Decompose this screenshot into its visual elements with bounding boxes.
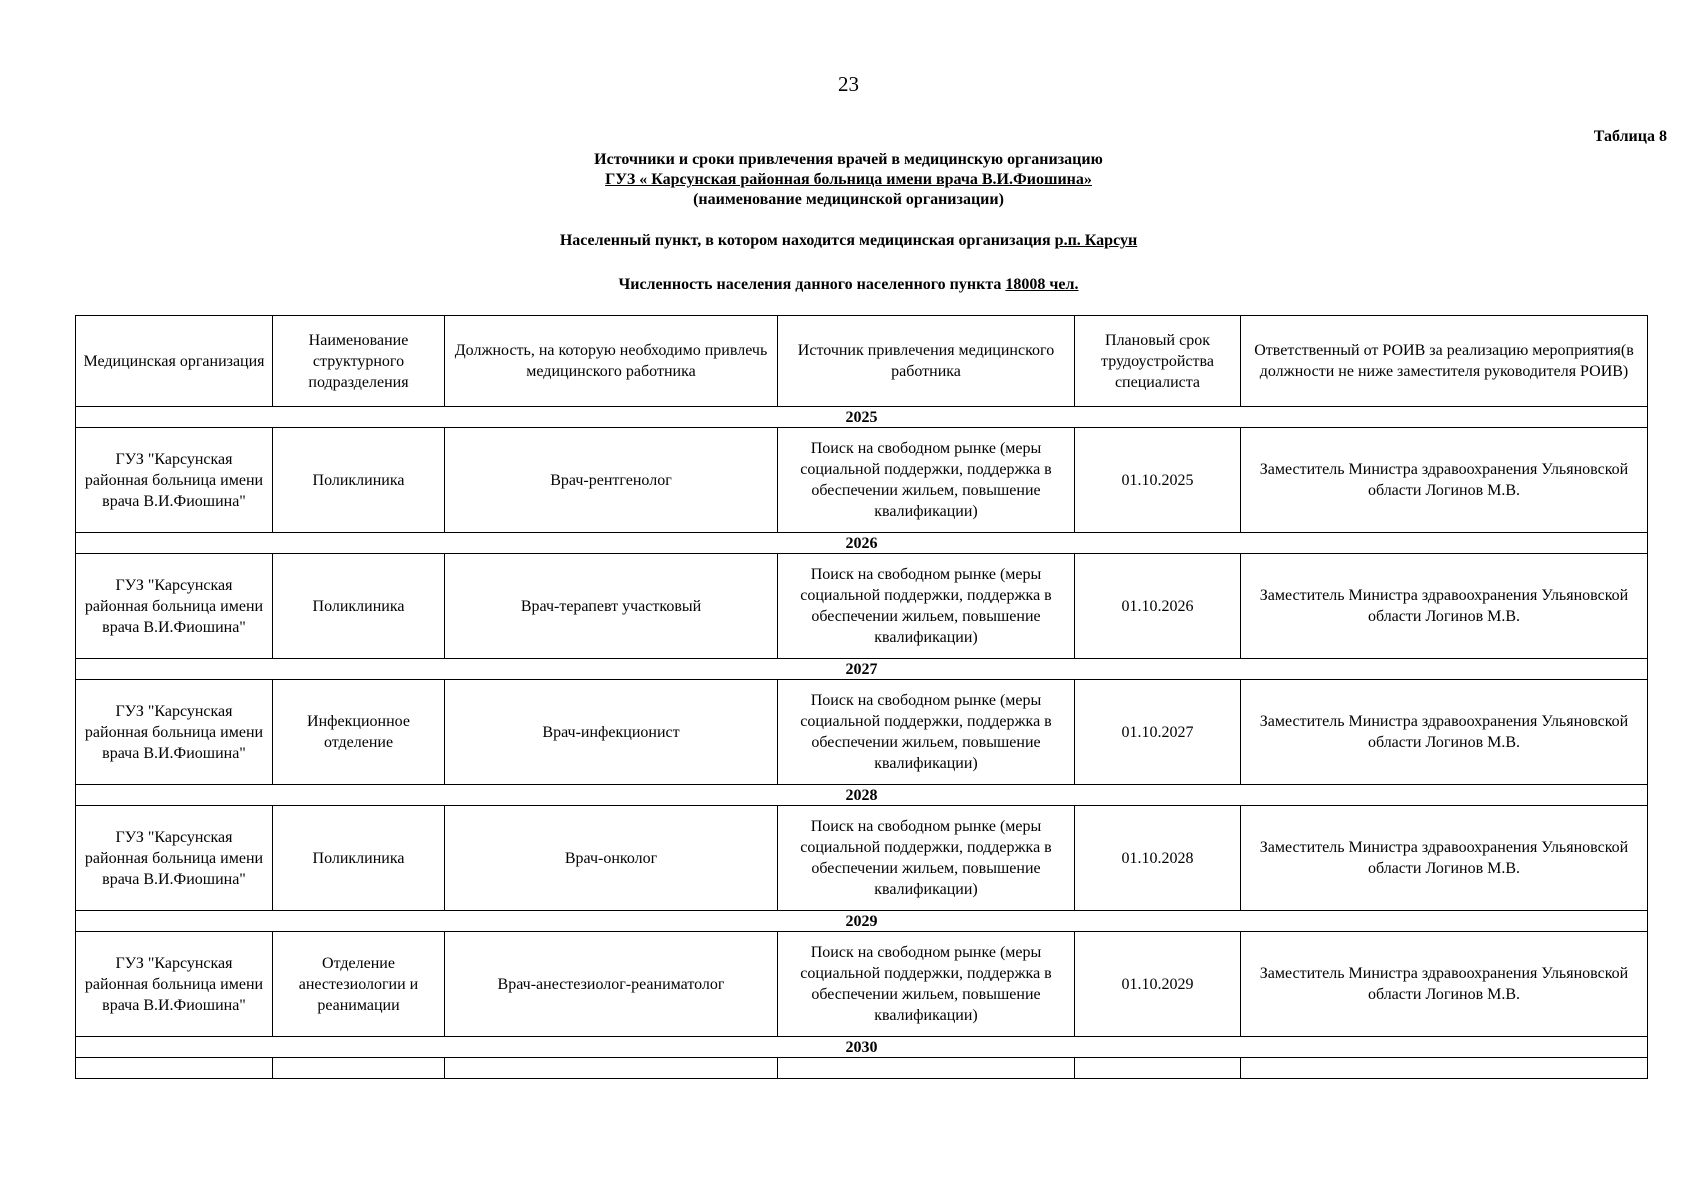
cell-responsible: Заместитель Министра здравоохранения Ульяновской области Логинов М.В. xyxy=(1241,554,1648,659)
table-header-row xyxy=(76,316,1648,407)
column-header: Медицинская организация xyxy=(76,316,273,407)
empty-cell xyxy=(273,1058,445,1079)
cell-source: Поиск на свободном рынке (меры социальной поддержки, поддержка в обеспечении жильем, повышение квалификации) xyxy=(778,428,1075,533)
recruitment-table xyxy=(75,315,1648,1079)
cell-source: Поиск на свободном рынке (меры социальной поддержки, поддержка в обеспечении жильем, повышение квалификации) xyxy=(778,806,1075,911)
cell-org: ГУЗ "Карсунская районная больница имени врача В.И.Фиошина" xyxy=(76,680,273,785)
year-label: 2028 xyxy=(76,785,1648,806)
cell-responsible: Заместитель Министра здравоохранения Ульяновской области Логинов М.В. xyxy=(1241,680,1648,785)
cell-position: Врач-инфекционист xyxy=(445,680,778,785)
header-title: Источники и сроки привлечения врачей в медицинскую организацию xyxy=(594,151,1103,168)
empty-cell xyxy=(1241,1058,1648,1079)
cell-unit: Поликлиника xyxy=(273,806,445,911)
cell-unit: Инфекционное отделение xyxy=(273,680,445,785)
cell-org: ГУЗ "Карсунская районная больница имени врача В.И.Фиошина" xyxy=(76,806,273,911)
cell-date: 01.10.2026 xyxy=(1075,554,1241,659)
column-header: Плановый срок трудоустройства специалиста xyxy=(1075,316,1241,407)
year-label: 2025 xyxy=(76,407,1648,428)
cell-source: Поиск на свободном рынке (меры социальной поддержки, поддержка в обеспечении жильем, повышение квалификации) xyxy=(778,680,1075,785)
empty-cell xyxy=(445,1058,778,1079)
organization-name: ГУЗ « Карсунская районная больница имени врача В.И.Фиошина» xyxy=(605,171,1092,188)
cell-unit: Отделение анестезиологии и реанимации xyxy=(273,932,445,1037)
cell-date: 01.10.2025 xyxy=(1075,428,1241,533)
population-line xyxy=(0,276,1697,294)
cell-position: Врач-онколог xyxy=(445,806,778,911)
table-row xyxy=(76,428,1648,533)
table-row xyxy=(76,554,1648,659)
cell-source: Поиск на свободном рынке (меры социальной поддержки, поддержка в обеспечении жильем, повышение квалификации) xyxy=(778,932,1075,1037)
empty-row xyxy=(76,1058,1648,1079)
year-row xyxy=(76,407,1648,428)
cell-position: Врач-анестезиолог-реаниматолог xyxy=(445,932,778,1037)
cell-org: ГУЗ "Карсунская районная больница имени врача В.И.Фиошина" xyxy=(76,932,273,1037)
column-header: Ответственный от РОИВ за реализацию мероприятия(в должности не ниже заместителя руководителя РОИВ) xyxy=(1241,316,1648,407)
year-label: 2030 xyxy=(76,1037,1648,1058)
table-row xyxy=(76,680,1648,785)
page-number: 23 xyxy=(838,72,859,96)
table-row xyxy=(76,806,1648,911)
organization-caption: (наименование медицинской организации) xyxy=(693,191,1004,208)
cell-source: Поиск на свободном рынке (меры социальной поддержки, поддержка в обеспечении жильем, повышение квалификации) xyxy=(778,554,1075,659)
column-header: Должность, на которую необходимо привлечь медицинского работника xyxy=(445,316,778,407)
year-row xyxy=(76,533,1648,554)
cell-date: 01.10.2029 xyxy=(1075,932,1241,1037)
year-row xyxy=(76,1037,1648,1058)
settlement-line xyxy=(0,232,1697,250)
empty-cell xyxy=(778,1058,1075,1079)
table-row xyxy=(76,932,1648,1037)
cell-date: 01.10.2027 xyxy=(1075,680,1241,785)
year-row xyxy=(76,785,1648,806)
year-label: 2029 xyxy=(76,911,1648,932)
cell-position: Врач-терапевт участковый xyxy=(445,554,778,659)
cell-date: 01.10.2028 xyxy=(1075,806,1241,911)
empty-cell xyxy=(1075,1058,1241,1079)
cell-org: ГУЗ "Карсунская районная больница имени врача В.И.Фиошина" xyxy=(76,554,273,659)
table-label: Таблица 8 xyxy=(1593,128,1667,145)
settlement-value: р.п. Карсун xyxy=(1054,232,1138,249)
empty-cell xyxy=(76,1058,273,1079)
cell-responsible: Заместитель Министра здравоохранения Ульяновской области Логинов М.В. xyxy=(1241,428,1648,533)
column-header: Наименование структурного подразделения xyxy=(273,316,445,407)
column-header: Источник привлечения медицинского работника xyxy=(778,316,1075,407)
document-header xyxy=(0,150,1697,210)
cell-position: Врач-рентгенолог xyxy=(445,428,778,533)
year-label: 2027 xyxy=(76,659,1648,680)
cell-unit: Поликлиника xyxy=(273,428,445,533)
year-row xyxy=(76,659,1648,680)
settlement-label: Населенный пункт, в котором находится медицинская организация xyxy=(559,232,1055,249)
year-row xyxy=(76,911,1648,932)
cell-org: ГУЗ "Карсунская районная больница имени врача В.И.Фиошина" xyxy=(76,428,273,533)
population-value: 18008 чел. xyxy=(1005,276,1079,293)
cell-unit: Поликлиника xyxy=(273,554,445,659)
population-label: Численность населения данного населенного пункта xyxy=(618,276,1006,293)
cell-responsible: Заместитель Министра здравоохранения Ульяновской области Логинов М.В. xyxy=(1241,806,1648,911)
year-label: 2026 xyxy=(76,533,1648,554)
cell-responsible: Заместитель Министра здравоохранения Ульяновской области Логинов М.В. xyxy=(1241,932,1648,1037)
